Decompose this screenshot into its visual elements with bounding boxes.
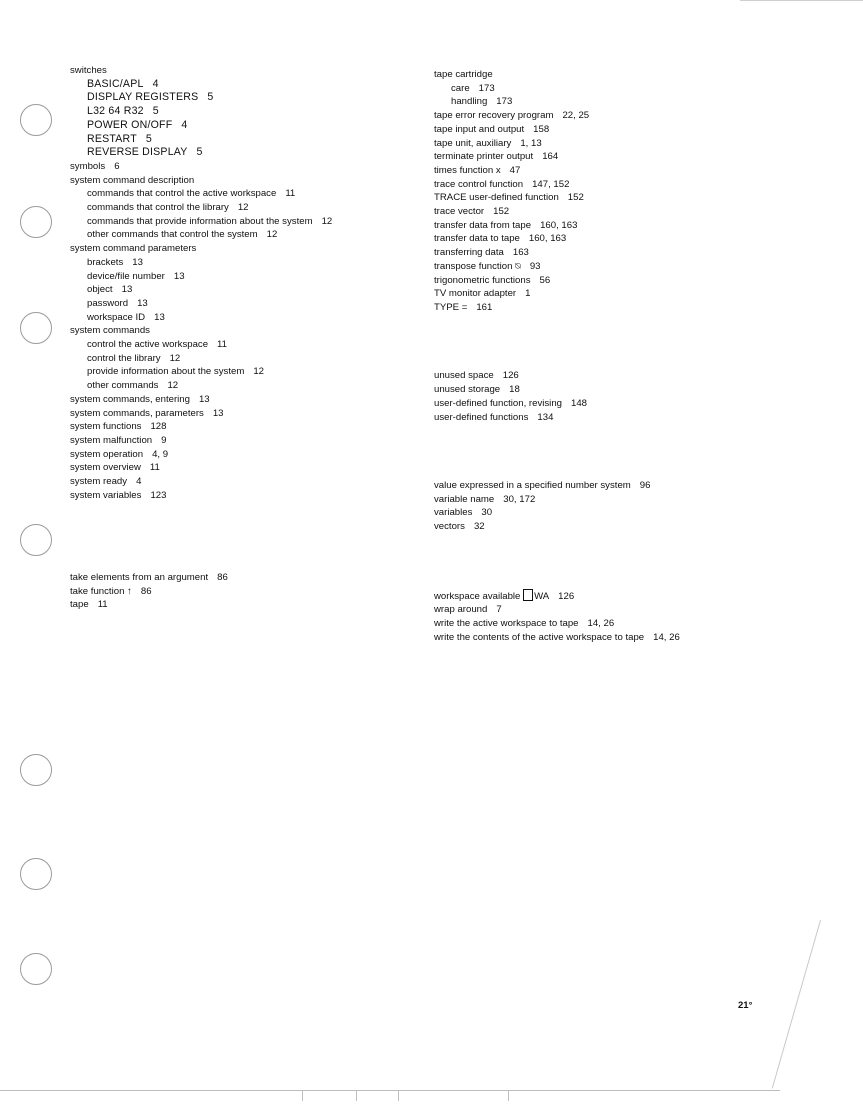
index-term: commands that provide information about the system xyxy=(87,215,313,227)
index-page-ref: 7 xyxy=(496,604,502,616)
index-term: other commands xyxy=(87,380,159,392)
index-entry xyxy=(434,164,834,178)
index-entry xyxy=(434,137,834,151)
index-entry xyxy=(434,397,834,411)
index-page-ref: 13 xyxy=(212,407,224,419)
index-entry xyxy=(70,242,450,256)
index-term: unused space xyxy=(434,370,494,382)
binder-hole-3 xyxy=(20,312,52,344)
index-entry xyxy=(434,383,834,397)
index-entry xyxy=(434,82,834,96)
index-term: variables xyxy=(434,507,473,519)
index-entry xyxy=(70,475,450,489)
index-page-ref: 147, 152 xyxy=(532,178,570,190)
index-entry xyxy=(434,617,834,631)
index-entry xyxy=(434,506,834,520)
index-page-ref: 12 xyxy=(169,352,181,364)
index-page-ref: 12 xyxy=(253,366,264,378)
index-entry xyxy=(434,232,834,246)
index-entry xyxy=(434,479,834,493)
index-term: system overview xyxy=(70,462,141,474)
index-term: brackets xyxy=(87,256,124,268)
index-entry xyxy=(70,133,450,147)
index-entry xyxy=(70,352,450,366)
page-edge-right xyxy=(772,920,821,1088)
index-term: transfer data from tape xyxy=(434,219,532,231)
index-entry xyxy=(70,598,450,612)
index-page-ref: 86 xyxy=(217,571,228,583)
index-term: transpose function ⍉ xyxy=(434,260,521,272)
index-term: system functions xyxy=(70,421,142,433)
index-page-ref: 163 xyxy=(512,247,529,259)
index-term: L32 64 R32 xyxy=(87,105,144,118)
index-page-ref: 152 xyxy=(493,206,510,218)
index-entry xyxy=(70,78,450,92)
index-term: tape error recovery program xyxy=(434,110,554,122)
index-page-ref: 160, 163 xyxy=(528,233,567,245)
index-page-ref: 5 xyxy=(152,105,159,118)
index-group-t xyxy=(434,68,834,315)
index-page-ref: 134 xyxy=(537,411,554,423)
index-entry xyxy=(70,365,450,379)
index-page-ref: 4 xyxy=(152,77,159,90)
index-entry xyxy=(70,174,450,188)
index-term: BASIC/APL xyxy=(87,77,144,90)
index-term: system ready xyxy=(70,476,128,488)
index-entry xyxy=(70,407,450,421)
index-group-u xyxy=(434,369,834,424)
index-term: tape xyxy=(70,599,89,611)
index-term: care xyxy=(451,82,470,94)
index-entry xyxy=(70,187,450,201)
index-term: system command parameters xyxy=(70,243,197,255)
index-page-ref: 9 xyxy=(161,434,167,446)
index-entry xyxy=(70,119,450,133)
index-page-ref: 13 xyxy=(198,393,210,405)
index-term: DISPLAY REGISTERS xyxy=(87,91,199,104)
index-entry xyxy=(434,95,834,109)
index-page-ref: 148 xyxy=(571,397,588,409)
index-term: trigonometric functions xyxy=(434,274,531,286)
index-entry xyxy=(434,246,834,260)
index-term: object xyxy=(87,284,113,296)
index-page-ref: 123 xyxy=(150,489,167,501)
index-entry xyxy=(70,324,450,338)
index-entry xyxy=(70,91,450,105)
index-page-ref: 126 xyxy=(502,370,519,382)
index-term: TV monitor adapter xyxy=(434,288,517,300)
index-term: user-defined functions xyxy=(434,411,529,423)
index-term: provide information about the system xyxy=(87,366,245,378)
index-page-ref: 32 xyxy=(473,521,485,533)
index-term: other commands that control the system xyxy=(87,229,258,241)
index-page-ref: 11 xyxy=(149,462,160,474)
index-page-ref: 1, 13 xyxy=(520,137,542,149)
index-term: device/file number xyxy=(87,270,165,282)
index-page-ref: 11 xyxy=(217,339,228,351)
index-term: system operation xyxy=(70,448,144,460)
index-term: switches xyxy=(70,65,107,76)
index-term: write the active workspace to tape xyxy=(434,618,579,630)
index-page-ref: 128 xyxy=(150,421,167,433)
index-term: commands that control the active workspace xyxy=(87,188,277,200)
index-entry xyxy=(70,215,450,229)
index-entry xyxy=(70,105,450,119)
index-term: tape input and output xyxy=(434,123,525,135)
index-entry xyxy=(70,256,450,270)
quad-symbol-icon xyxy=(523,589,533,601)
index-page-ref: 13 xyxy=(121,284,133,296)
index-entry xyxy=(70,448,450,462)
binder-hole-1 xyxy=(20,104,52,136)
page-number: 21° xyxy=(738,1000,753,1011)
index-entry xyxy=(70,64,450,78)
index-entry xyxy=(434,301,834,315)
index-page-ref: 13 xyxy=(173,270,185,282)
index-page-ref: 30 xyxy=(481,507,493,519)
index-term: TRACE user-defined function xyxy=(434,192,559,204)
index-page-ref: 13 xyxy=(154,311,165,323)
index-entry xyxy=(434,493,834,507)
index-page-ref: 173 xyxy=(478,82,495,94)
index-page-ref: 11 xyxy=(97,599,108,611)
index-entry xyxy=(70,311,450,325)
index-term: POWER ON/OFF xyxy=(87,118,173,131)
index-page-ref: 22, 25 xyxy=(562,110,590,122)
index-entry xyxy=(70,420,450,434)
index-entry xyxy=(70,571,450,585)
index-entry xyxy=(434,411,834,425)
index-page-ref: 161 xyxy=(476,301,493,313)
index-page-ref: 86 xyxy=(140,585,152,597)
index-term: system variables xyxy=(70,489,142,501)
index-entry xyxy=(434,603,834,617)
index-term: take function ↑ xyxy=(70,585,132,597)
binder-hole-7 xyxy=(20,953,52,985)
index-entry xyxy=(70,585,450,599)
index-entry xyxy=(434,274,834,288)
binder-hole-6 xyxy=(20,858,52,890)
index-term: REVERSE DISPLAY xyxy=(87,146,188,159)
index-page-ref: 12 xyxy=(167,380,179,392)
index-page-ref: 4, 9 xyxy=(152,448,169,460)
index-entry xyxy=(434,178,834,192)
index-term: user-defined function, revising xyxy=(434,397,562,409)
index-page-ref: 56 xyxy=(539,274,551,286)
index-term: trace control function xyxy=(434,178,524,190)
index-page-ref: 11 xyxy=(285,188,296,200)
index-entry xyxy=(70,379,450,393)
index-term: control the active workspace xyxy=(87,339,209,351)
index-group-w xyxy=(434,589,834,645)
index-term: password xyxy=(87,297,129,309)
index-term: commands that control the library xyxy=(87,202,229,214)
index-page-ref: 30, 172 xyxy=(503,493,536,505)
index-entry xyxy=(434,520,834,534)
index-entry xyxy=(434,68,834,82)
index-entry xyxy=(434,589,834,604)
index-page-ref: 13 xyxy=(132,256,143,268)
index-entry xyxy=(434,150,834,164)
index-entry xyxy=(434,123,834,137)
index-page-ref: 152 xyxy=(567,192,584,204)
index-term: tape unit, auxiliary xyxy=(434,137,512,149)
index-page-ref: 126 xyxy=(558,590,575,602)
index-column-left xyxy=(70,64,450,612)
index-entry xyxy=(70,160,450,174)
index-page-ref: 164 xyxy=(542,151,559,163)
index-term: trace vector xyxy=(434,206,485,218)
index-page-ref: 12 xyxy=(237,202,249,214)
index-group-s xyxy=(70,64,450,503)
binder-hole-4 xyxy=(20,524,52,556)
index-page-ref: 5 xyxy=(145,132,152,145)
index-page-ref: 47 xyxy=(509,164,521,176)
index-page-ref: 14, 26 xyxy=(587,618,615,630)
index-term: system commands xyxy=(70,325,150,337)
page-edge-bottom xyxy=(0,1090,780,1091)
index-entry xyxy=(70,283,450,297)
index-page-ref: 160, 163 xyxy=(540,219,578,231)
index-page-ref: 1 xyxy=(525,288,531,300)
index-term: transfer data to tape xyxy=(434,233,520,245)
index-entry xyxy=(434,369,834,383)
index-entry xyxy=(434,219,834,233)
index-page-ref: 93 xyxy=(529,260,541,272)
index-page-ref: 4 xyxy=(136,476,142,488)
index-page-ref: 13 xyxy=(137,297,148,309)
binder-hole-2 xyxy=(20,206,52,238)
index-page-ref: 5 xyxy=(207,91,214,104)
index-entry xyxy=(434,191,834,205)
index-entry xyxy=(70,338,450,352)
index-entry xyxy=(434,260,834,274)
edge-tick xyxy=(398,1091,399,1101)
index-term: transferring data xyxy=(434,247,504,259)
index-term: tape cartridge xyxy=(434,69,493,80)
index-term: vectors xyxy=(434,521,465,533)
index-entry xyxy=(434,631,834,645)
index-page-ref: 96 xyxy=(639,480,651,492)
index-term: take elements from an argument xyxy=(70,571,209,583)
index-entry xyxy=(70,297,450,311)
index-term: handling xyxy=(451,96,488,108)
quad-name: WA xyxy=(534,590,550,602)
index-term: RESTART xyxy=(87,132,137,145)
index-term: terminate printer output xyxy=(434,151,534,163)
index-entry xyxy=(70,228,450,242)
index-entry xyxy=(70,201,450,215)
edge-tick xyxy=(356,1091,357,1101)
index-page-ref: 4 xyxy=(181,118,188,131)
index-term: control the library xyxy=(87,352,161,364)
index-term: wrap around xyxy=(434,604,488,616)
index-entry xyxy=(434,205,834,219)
index-page-ref: 12 xyxy=(266,229,278,241)
index-page-ref: 158 xyxy=(533,123,550,135)
index-entry xyxy=(70,270,450,284)
index-column-right xyxy=(434,68,834,644)
binder-hole-5 xyxy=(20,754,52,786)
index-entry xyxy=(70,393,450,407)
index-term: system commands, entering xyxy=(70,393,190,405)
index-page-ref: 18 xyxy=(509,384,520,396)
index-term: write the contents of the active workspace to tape xyxy=(434,631,645,643)
index-term: TYPE = xyxy=(434,301,468,313)
index-term: system command description xyxy=(70,174,195,186)
edge-tick xyxy=(302,1091,303,1101)
edge-tick xyxy=(508,1091,509,1101)
index-entry xyxy=(70,489,450,503)
index-term: value expressed in a specified number system xyxy=(434,480,631,492)
index-term: workspace available xyxy=(434,590,521,602)
index-group-t xyxy=(70,571,450,612)
index-entry xyxy=(70,146,450,160)
index-group-v xyxy=(434,479,834,534)
index-term: system malfunction xyxy=(70,434,153,446)
index-term: workspace ID xyxy=(87,311,146,323)
index-page-ref: 5 xyxy=(196,146,203,159)
index-entry xyxy=(70,461,450,475)
index-term: symbols xyxy=(70,160,106,172)
index-entry xyxy=(434,287,834,301)
index-page-ref: 173 xyxy=(496,96,513,108)
page-edge-top xyxy=(740,0,863,1)
index-term: times function x xyxy=(434,164,501,176)
index-page-ref: 12 xyxy=(321,215,333,227)
index-entry xyxy=(70,434,450,448)
index-entry xyxy=(434,109,834,123)
index-term: variable name xyxy=(434,493,495,505)
index-term: unused storage xyxy=(434,384,501,396)
index-term: system commands, parameters xyxy=(70,407,204,419)
index-page-ref: 14, 26 xyxy=(653,631,680,643)
index-page-ref: 6 xyxy=(114,160,120,172)
